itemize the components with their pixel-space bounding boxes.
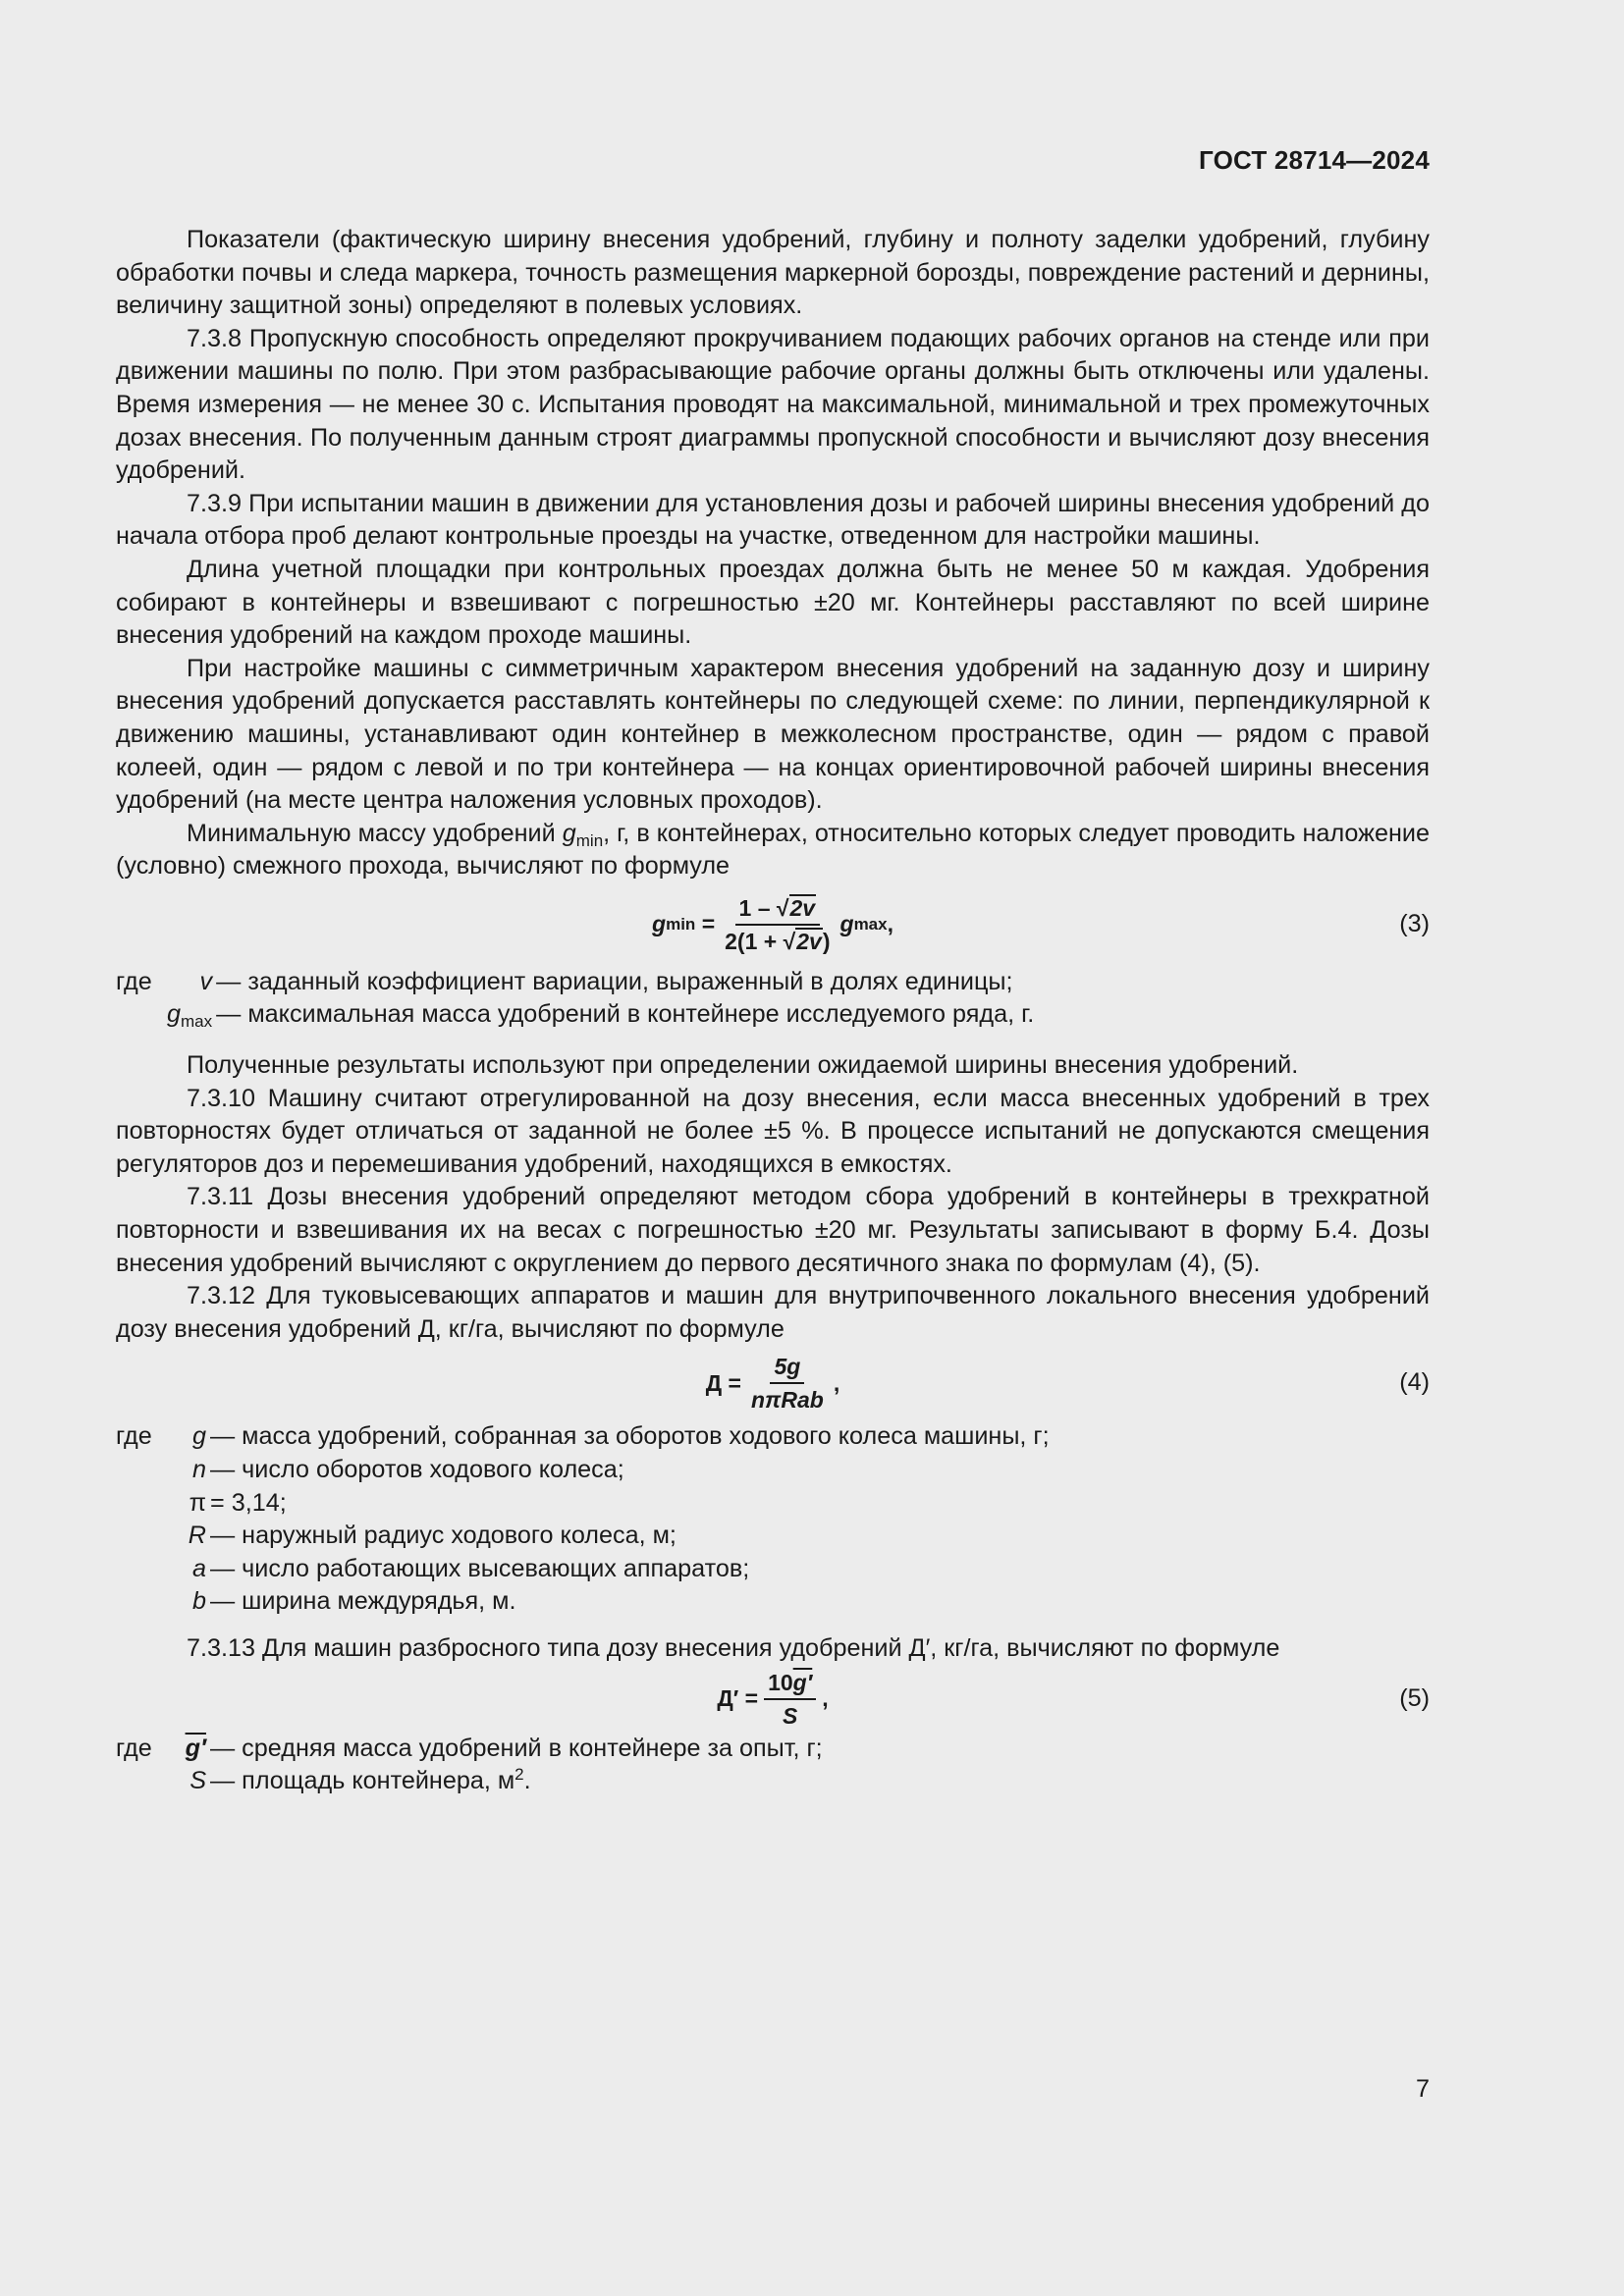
paragraph-7-3-9: 7.3.9 При испытании машин в движении для установления дозы и рабочей ширины внесения удобрений до начала отбора проб делают контрольные проезды на участке, отведенном для настройки машины.: [116, 489, 1430, 551]
equation-number: (3): [1399, 910, 1430, 938]
paragraph: Показатели (фактическую ширину внесения удобрений, глубину и полноту заделки удобрений, глубину обработки почвы и следа маркера, точность размещения маркерной борозды, повреждение растений и дернины, величину защитной зоны) определяют в полевых условиях.: [116, 226, 1430, 320]
equation-number: (4): [1399, 1368, 1430, 1397]
paragraph: Длина учетной площадки при контрольных проездах должна быть не менее 50 м каждая. Удобрения собирают в контейнеры и взвешивают с погрешностью ±20 мг. Контейнеры расставляют по всей ширине внесения удобрений на каждом проходе машины.: [116, 555, 1430, 650]
equation-number: (5): [1399, 1683, 1430, 1712]
paragraph-7-3-11: 7.3.11 Дозы внесения удобрений определяют методом сбора удобрений в контейнеры в трехкратной повторности и взвешивания их на весах с погрешностью ±20 мг. Результаты записывают в форму Б.4. Дозы внесения удобрений вычисляют с округлением до первого десятичного знака по формулам (4), (5).: [116, 1183, 1430, 1277]
paragraph-7-3-13: 7.3.13 Для машин разбросного типа дозу внесения удобрений Д′, кг/га, вычисляют по формуле: [187, 1633, 1280, 1662]
fraction: 1 – √ 2v 2(1 + √ 2v ): [725, 894, 831, 954]
fraction: $\frac{5g}{\text{nπRab}}$: [750, 1354, 824, 1414]
paragraph-7-3-12: 7.3.12 Для туковысевающих аппаратов и машин для внутрипочвенного локального внесения удобрений дозу внесения удобрений Д, кг/га, вычисляют по формуле: [116, 1282, 1430, 1343]
document-page: [116, 0, 1430, 2296]
formula-3: g min = 1 – √ 2v 2(1 + √ 2v ) g max , (3): [652, 894, 1430, 954]
paragraph: Полученные результаты используют при определении ожидаемой ширины внесения удобрений.: [187, 1051, 1299, 1080]
standard-header: ГОСТ 28714—2024: [1199, 145, 1430, 175]
sqrt: √ 2v: [776, 894, 816, 921]
fraction: $\frac{10g'}{S}$: [764, 1669, 816, 1730]
body-text: [116, 224, 1430, 1798]
paragraph-7-3-8: 7.3.8 Пропускную способность определяют прокручиванием подающих рабочих органов на стенде или при движении машины по полю. При этом разбрасывающие рабочие органы должны быть отключены или удалены. Время измерения — не менее 30 с. Испытания проводят на максимальной, минимальной и трех промежуточных дозах внесения. По полученным данным строят диаграммы пропускной способности и вычисляют дозу внесения удобрений.: [116, 324, 1430, 485]
formula-5: Д′ = $\frac{10g'}{S}$ , (5): [717, 1669, 1430, 1729]
where-list-5: где g′ — средняя масса удобрений в контейнере за опыт, г; S — площадь контейнера, $м^2$.: [116, 1734, 823, 1795]
paragraph: Минимальную массу удобрений $g_{min}$, г, в контейнерах, относительно которых следует проводить наложение (условно) смежного прохода, вычисляют по формуле: [116, 819, 1430, 881]
page-number: 7: [1415, 2075, 1430, 2103]
sqrt: √ 2v: [783, 928, 822, 954]
paragraph-7-3-10: 7.3.10 Машину считают отрегулированной на дозу внесения, если масса внесенных удобрений в трех повторностях будет отличаться от заданной не более ±5 %. В процессе испытаний не допускаются смещения регуляторов доз и перемешивания удобрений, находящихся в емкостях.: [116, 1084, 1430, 1178]
formula-4: Д = $\frac{5g}{\text{nπRab}}$ , (4): [705, 1354, 1430, 1414]
where-list-3: где v — заданный коэффициент вариации, выраженный в долях единицы; $g_{max}$ — максимальная масса удобрений в контейнере исследуемого ряда, г.: [116, 967, 1035, 1032]
where-list-4: где g — масса удобрений, собранная за оборотов ходового колеса машины, г; n — число оборотов ходового колеса; π = 3,14; R — наружный радиус ходового колеса, м; a — число работающих высевающих аппаратов; b — ширина междурядья, м.: [116, 1422, 1050, 1616]
paragraph: При настройке машины с симметричным характером внесения удобрений на заданную дозу и ширину внесения удобрений допускается расставлять контейнеры по следующей схеме: по линии, перпендикулярной к движению машины, устанавливают один контейнер в межколесном пространстве, один — рядом с правой колеей, один — рядом с левой и по три контейнера — на концах ориентировочной рабочей ширины внесения удобрений (на месте центра наложения условных проходов).: [116, 654, 1430, 815]
